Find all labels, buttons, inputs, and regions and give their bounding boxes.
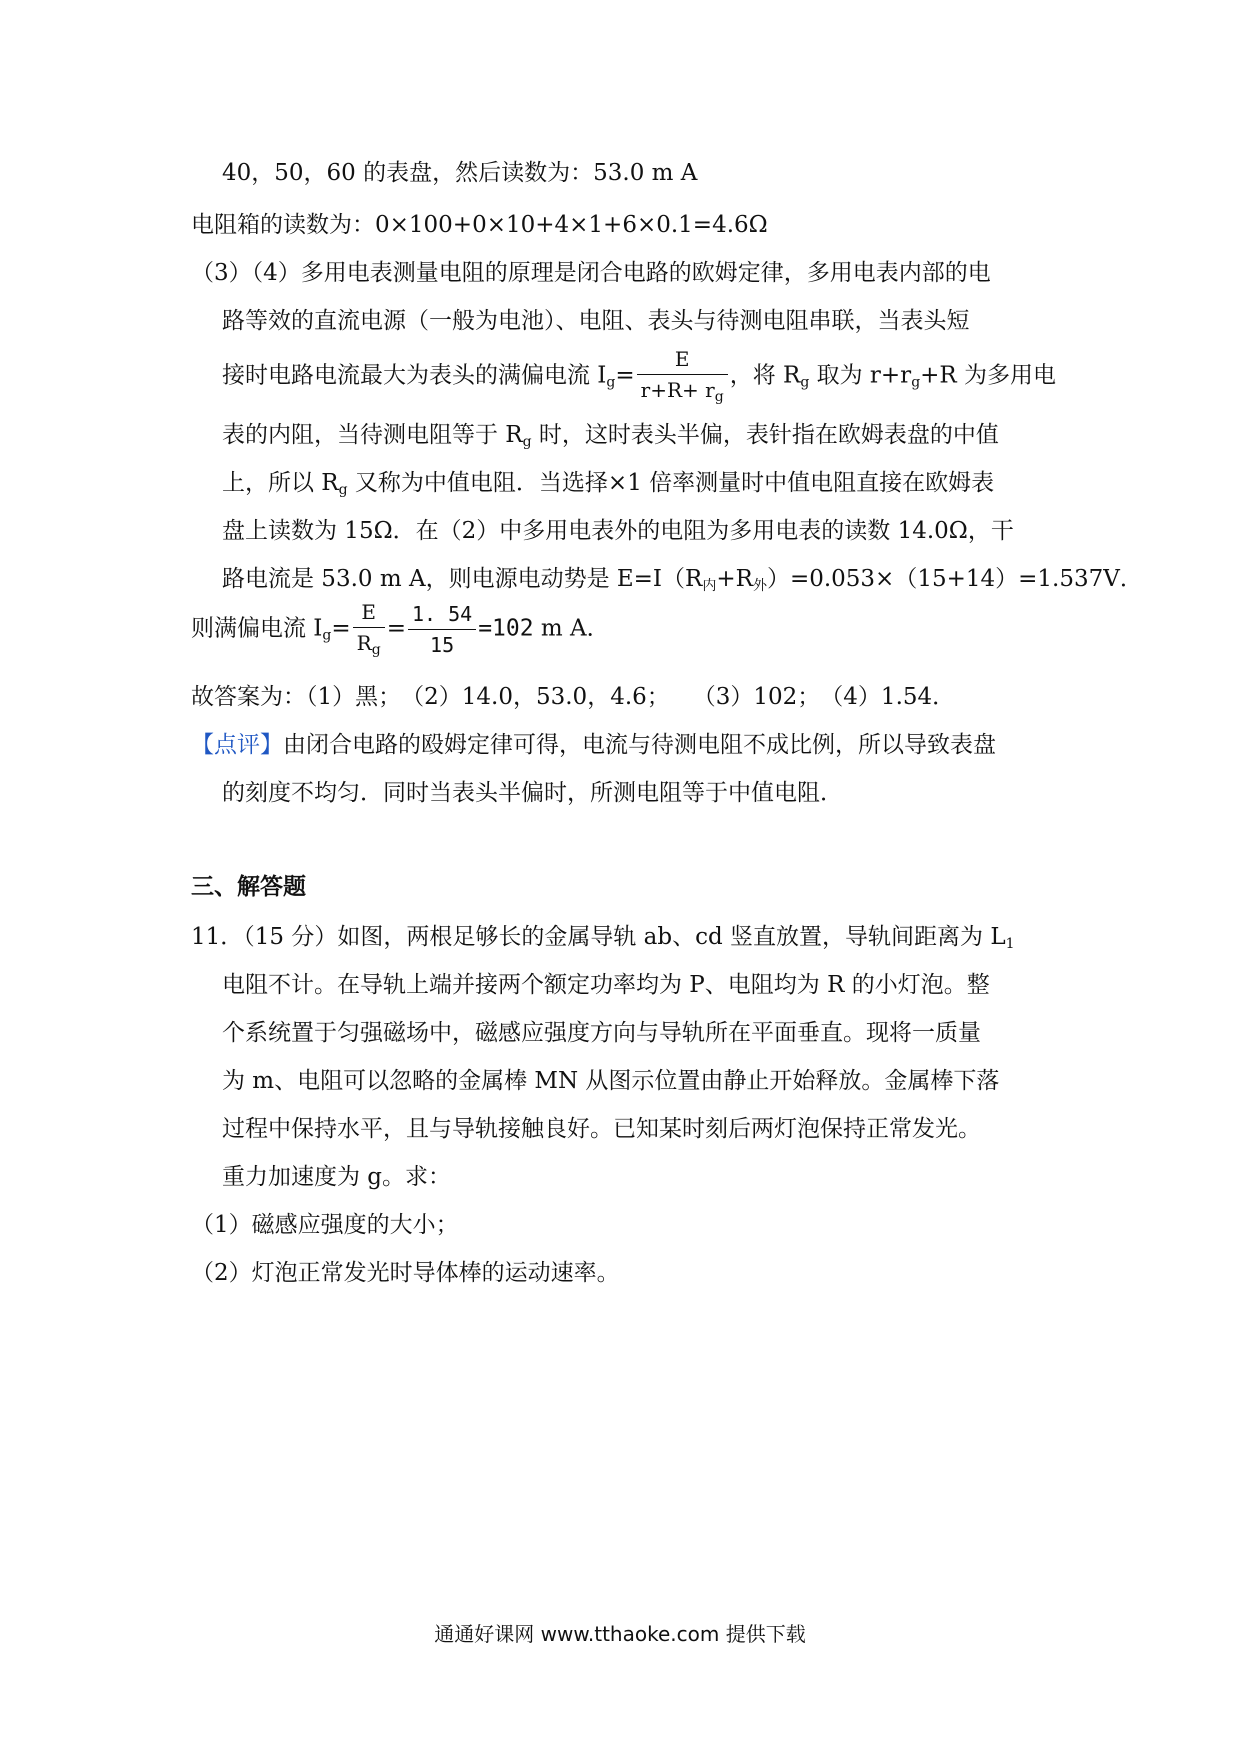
equals: = bbox=[386, 615, 406, 642]
fraction-numeric bbox=[408, 602, 476, 657]
solution-p3-line-5 bbox=[222, 472, 994, 497]
text: 表的内阻，当待测电阻等于 R bbox=[222, 422, 523, 448]
subscript: g bbox=[338, 482, 348, 498]
text: 则满偏电流 I bbox=[191, 615, 323, 642]
text: 由闭合电路的殴姆定律可得，电流与待测电阻不成比例，所以导致表盘 bbox=[283, 732, 996, 758]
question-line-5 bbox=[222, 1118, 981, 1141]
subscript: g bbox=[911, 374, 921, 391]
text: 路等效的直流电源（一般为电池）、电阻、表头与待测电阻串联，当表头短 bbox=[222, 308, 970, 334]
comment-line-2 bbox=[222, 782, 843, 805]
question-line-1 bbox=[191, 926, 1015, 951]
text: 取为 r+r bbox=[809, 362, 912, 389]
page-footer bbox=[0, 1624, 1240, 1644]
text: （3）（4）多用电表测量电阻的原理是闭合电路的欧姆定律，多用电表内部的电 bbox=[191, 260, 991, 286]
fraction-e-over-sum bbox=[637, 347, 728, 406]
text: 电阻不计。在导轨上端并接两个额定功率均为 P、电阻均为 R 的小灯泡。整 bbox=[222, 972, 990, 998]
text: 上，所以 R bbox=[222, 470, 339, 496]
equals: = bbox=[615, 362, 635, 389]
text: m A． bbox=[533, 615, 610, 642]
text: 又称为中值电阻．当选择×1 倍率测量时中值电阻直接在欧姆表 bbox=[347, 470, 995, 496]
subscript: g bbox=[714, 389, 724, 405]
text: ）=0.053×（15+14）=1.537V． bbox=[766, 566, 1143, 592]
question-line-6 bbox=[222, 1166, 451, 1189]
text: +R 为多用电 bbox=[920, 362, 1057, 389]
text: 路电流是 53.0 m A，则电源电动势是 E=I（R bbox=[222, 566, 703, 592]
text: R bbox=[356, 631, 372, 655]
text: 接时电路电流最大为表头的满偏电流 I bbox=[222, 362, 607, 389]
subscript: g bbox=[800, 374, 810, 391]
text: 11．（15 分）如图，两根足够长的金属导轨 ab、cd 竖直放置，导轨间距离为 L bbox=[191, 924, 1006, 950]
solution-p3-line-6 bbox=[222, 520, 1014, 543]
text: +R bbox=[716, 566, 753, 592]
subscript: g bbox=[606, 374, 616, 391]
solution-line-2 bbox=[191, 214, 768, 237]
fraction-numerator: E bbox=[637, 347, 728, 375]
solution-p3-line-8 bbox=[191, 600, 610, 659]
section-heading bbox=[191, 876, 306, 899]
text: 三、解答题 bbox=[191, 874, 306, 900]
question-sub-2 bbox=[191, 1262, 620, 1285]
footer-text: 通通好课网 www.tthaoke.com 提供下载 bbox=[434, 1622, 806, 1646]
comment-line-1 bbox=[191, 734, 996, 757]
fraction-e-over-rg bbox=[353, 600, 385, 659]
fraction-numerator: E bbox=[353, 600, 385, 628]
equals: = bbox=[331, 615, 351, 642]
fraction-denominator bbox=[353, 628, 385, 659]
subscript: g bbox=[371, 642, 381, 658]
text: 重力加速度为 g。求： bbox=[222, 1164, 452, 1190]
text: 故答案为：（1）黑； （2）14.0，53.0，4.6； （3）102； （4）1.54． bbox=[191, 684, 956, 710]
answer-line bbox=[191, 686, 955, 709]
text: r+R+ r bbox=[640, 378, 715, 402]
solution-p3-line-2 bbox=[222, 310, 970, 333]
solution-p3-line-4 bbox=[222, 424, 999, 449]
subscript: 1 bbox=[1005, 936, 1015, 952]
solution-p3-line-3 bbox=[222, 347, 1056, 406]
text: 过程中保持水平，且与导轨接触良好。已知某时刻后两灯泡保持正常发光。 bbox=[222, 1116, 981, 1142]
fraction-numerator: 1. 54 bbox=[408, 602, 476, 630]
text: ，将 R bbox=[729, 362, 801, 389]
subscript: 内 bbox=[702, 578, 717, 594]
text: 电阻箱的读数为：0×100+0×10+4×1+6×0.1=4.6Ω bbox=[191, 212, 768, 238]
subscript: 外 bbox=[752, 578, 767, 594]
fraction-denominator: 15 bbox=[430, 632, 455, 657]
question-sub-1 bbox=[191, 1214, 459, 1237]
comment-tag: 【点评】 bbox=[191, 732, 283, 758]
solution-line-1 bbox=[222, 162, 697, 185]
text: 个系统置于匀强磁场中，磁感应强度方向与导轨所在平面垂直。现将一质量 bbox=[222, 1020, 981, 1046]
text: 时，这时表头半偏，表针指在欧姆表盘的中值 bbox=[531, 422, 999, 448]
solution-p3-line-7 bbox=[222, 568, 1143, 593]
subscript: g bbox=[322, 627, 332, 644]
question-line-3 bbox=[222, 1022, 981, 1045]
solution-p3-line-1 bbox=[191, 262, 991, 285]
text: （1）磁感应强度的大小； bbox=[191, 1212, 459, 1238]
question-line-2 bbox=[222, 974, 990, 997]
text: 的刻度不均匀．同时当表头半偏时，所测电阻等于中值电阻． bbox=[222, 780, 843, 806]
text: 盘上读数为 15Ω．在（2）中多用电表外的电阻为多用电表的读数 14.0Ω，干 bbox=[222, 518, 1014, 544]
question-line-4 bbox=[222, 1070, 999, 1093]
text: （2）灯泡正常发光时导体棒的运动速率。 bbox=[191, 1260, 620, 1286]
fraction-denominator bbox=[637, 375, 728, 406]
subscript: g bbox=[522, 434, 532, 450]
text: 40，50，60 的表盘，然后读数为：53.0 m A bbox=[222, 160, 698, 186]
text: 为 m、电阻可以忽略的金属棒 MN 从图示位置由静止开始释放。金属棒下落 bbox=[222, 1068, 1000, 1094]
result-value: =102 bbox=[478, 615, 534, 642]
